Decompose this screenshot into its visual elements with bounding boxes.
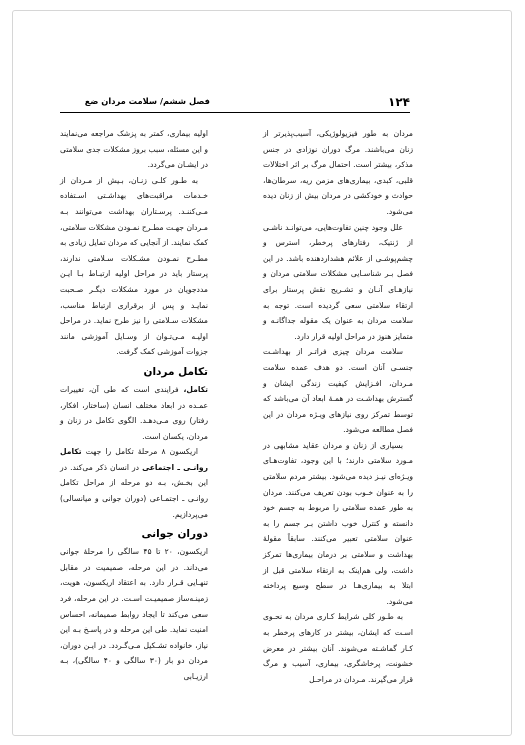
term-bold: تکامل روانـی ـ اجتماعی [60,447,208,472]
paragraph-text: فرایندی است که طی آن، تغییرات عمـده در ابعاد مختلف انسان (ساختار، افکار، رفتار) روی مـی‌دهـد. الگوی تکامل در زنان و مردان، یکسان است. [60,384,208,441]
paragraph: به طـور کلـی زنـان، بـیش از مـردان از خـدمات مراقبت‌های بهداشـتی اسـتفاده مـی‌کننـد. پرسـتاران بهداشت می‌توانند بـه مـردان جهـت مطـرح نمـودن مشکلات سلامتی، کمک نمایند. از آنجایی که مردان تمایل زیادی به مطـرح نمـودن مشـکلات سـلامتی ندارند، پرستار باید در مراحل اولیه ارتبـاط بـا ایـن مددجویان در مورد مشکلات دیگـر صـحبت نمایـد و پس از برقراری ارتباط مناسب، مشکلات سـلامتی را نیز طرح نماید. در مراحل اولیـه مـی‌تـوان از وسـایل آموزشی مانند جزوات آموزشی کمک گرفت. [60,175,208,357]
paragraph: سلامت مردان چیزی فراتـر از بهداشـت جنسـی آنان است. دو هدف عمده سلامت مـردان، افـزایش کیفیت زندگی ایشان و گسترش بهداشـت در همـهٔ ابعاد آن می‌باشد که توسط تمرکز روی نیازهای ویـژه مردان در این فصل مطالعه می‌شود. [263,347,413,435]
paragraph [60,444,208,522]
running-title-mark: ضع [84,96,99,106]
paragraph: مردان به طور فیزیولوژیکی، آسیب‌پذیرتر از زنان می‌باشند. مرگ دوران نوزادی در جنس مذکر، بیشتر است. احتمال مرگ بر اثر اختلالات قلبی، کبدی، بیماری‌های مزمن ریه، سرطان‌ها، حوادث و خودکشی در مردان بیش از زنان دیده می‌شود. [263,129,413,216]
section-heading: دوران جوانی [141,528,208,541]
left-column [60,126,208,685]
paragraph-text: اریکسون ۸ مرحلهٔ تکامل را جهت [81,447,198,457]
paragraph: به طـور کلی شرایط کـاری مردان به نحـوی اسـت که ایشان، بیشتر در کارهای پرخطر به کـار گماشـته می‌شوند. آنان بیشتر در معرض خشونت، پرخاشگری، بیماری، آسیب و مرگ قرار می‌گیرند. مـردان در مراحـل [263,612,413,684]
paragraph: اولیه بیماری، کمتر به پزشک مراجعه می‌نمایند و این مسئله، سبب بروز مشکلات جدی سلامتی در ایشـان می‌گردد. [60,129,208,170]
header-rule [60,112,410,113]
paragraph: بسیاری از زنان و مردان عقاید مشابهی در مـورد سلامتی دارند؛ با این وجود، تفاوت‌هـای ویـژه‌ای نیـز دیده می‌شود. بیشتر مردم سلامتی را به عنوان خـوب بودن تعریف می‌کنند. مردان به طور عمده سلامتی را مربوط به جسم خود دانسته و کنترل خوب داشتن بـر جسم را به عنوان سلامتی تعبیر می‌کنند. سابقاً مقولهٔ بهداشت و سلامتی بر درمان بیماری‌ها تمرکز داشت، ولی هم‌اینک به ارتقاء سلامتی قبل از ابتلا به بیماری‌هـا در سطح وسیع پرداخته می‌شود. [263,440,413,606]
paragraph-text: در انسان ذکر می‌کند. در این بخـش، بـه دو مرحله از مراحل تکامل روانـی ـ اجتمـاعی (دوران جوانی و میانسالی) می‌پردازیم. [60,462,208,519]
section-heading: تکامل مردان [143,365,208,378]
term-bold: تکامل، [183,384,208,394]
page-number: ۱۲۴ [388,95,410,109]
paragraph: اریکسون، ۲۰ تا ۴۵ سالگی را مرحلهٔ جوانی می‌داند. در این مرحله، صمیمیت در مقابل تنهـایی قـرار دارد. به اعتقاد اریکسون، هویت، زمینـه‌ساز صمیمیـت اسـت. در این مرحله، فرد سعی می‌کند تا ایجاد روابط صمیمانه، احساس امنیت نماید. طی این مرحله و در پاسـخ بـه این نیاز، خانواده تشـکیل مـی‌گـردد. در ایـن دوران، مردان دو بار (۳۰ سالگی و ۴۰ سالگی)، بـه ارزیـابی [60,547,208,681]
paragraph [60,382,208,444]
running-title [0,96,210,106]
right-column [263,126,413,687]
running-title-text: فصل ششم/ سلامت مردان [98,96,210,106]
paragraph: علل وجود چنین تفاوت‌هایی، می‌توانـد ناشـی از ژنتیک، رفتارهای پرخطر، استرس و چشم‌پوشـی از علائم هشداردهنده باشد. در این فصل بـر شناسـایی مشکلات سلامتی مردان و نیازهـای آنـان و تشـریح نقش پرستار برای ارتقاء سلامتی سعی گردیده است. توجه به سلامت مردان به عنوان یک مقوله جداگانـه و متمایز هنوز در مراحل اولیه قرار دارد. [263,222,413,341]
